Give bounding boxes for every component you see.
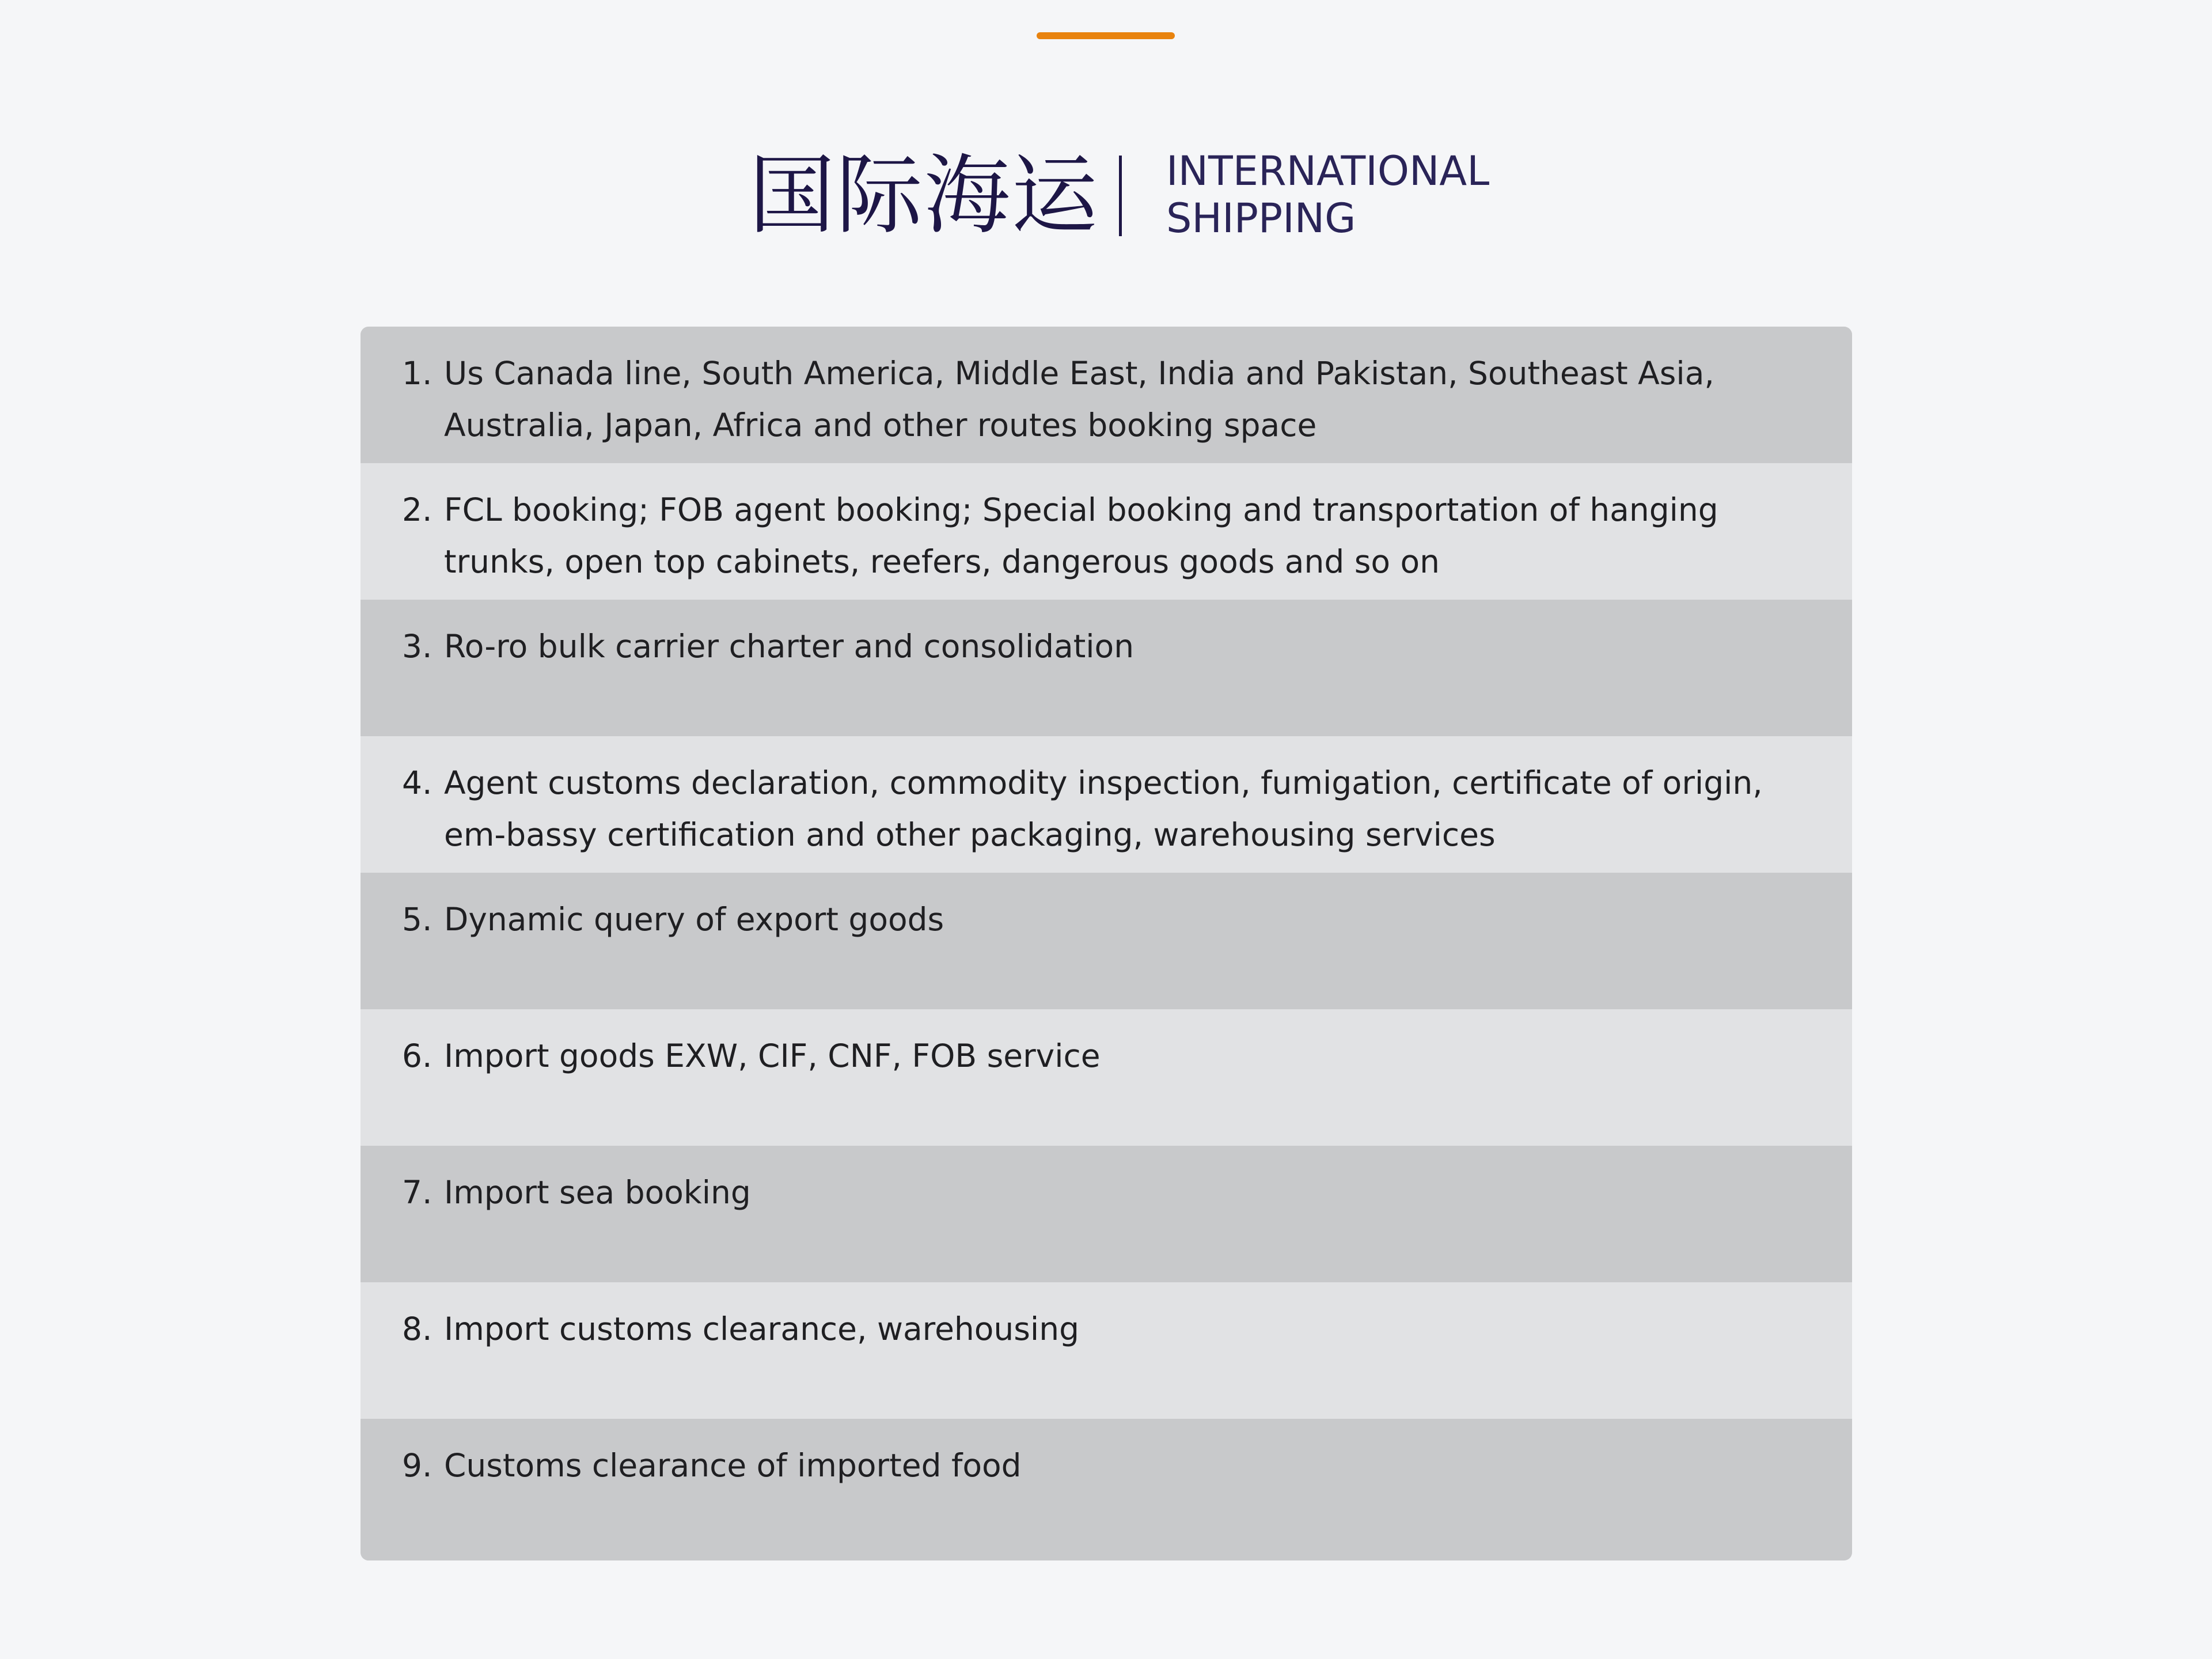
service-item <box>361 1282 1852 1419</box>
service-text: Import customs clearance, warehousing <box>444 1310 1079 1347</box>
service-text: Dynamic query of export goods <box>444 901 944 938</box>
service-number: 2. <box>402 491 432 528</box>
service-number: 9. <box>402 1447 432 1484</box>
service-item <box>361 736 1852 873</box>
service-number: 6. <box>402 1037 432 1074</box>
service-number: 4. <box>402 764 432 801</box>
accent-bar <box>1037 32 1175 39</box>
service-text: Import sea booking <box>444 1174 751 1211</box>
service-text: Agent customs declaration, commodity inspection, fumigation, certificate of origin, em-bassy certification and other packaging, warehousing services <box>444 764 1763 853</box>
title-divider <box>1119 156 1122 236</box>
service-text: Import goods EXW, CIF, CNF, FOB service <box>444 1037 1101 1074</box>
service-text: FCL booking; FOB agent booking; Special booking and transportation of hanging trunks, open top cabinets, reefers, dangerous goods and so on <box>444 491 1718 580</box>
service-number: 7. <box>402 1174 432 1211</box>
service-item <box>361 600 1852 736</box>
service-item <box>361 463 1852 600</box>
title-chinese: 国际海运 <box>749 146 1099 246</box>
service-item <box>361 873 1852 1009</box>
service-item <box>361 1419 1852 1560</box>
title-english-line1: INTERNATIONAL <box>1166 147 1490 195</box>
service-item <box>361 1009 1852 1146</box>
title-english <box>1166 147 1489 242</box>
service-number: 3. <box>402 628 432 665</box>
service-number: 1. <box>402 355 432 392</box>
section-header <box>749 144 1497 248</box>
service-text: Us Canada line, South America, Middle East, India and Pakistan, Southeast Asia, Australia, Japan, Africa and other routes booking space <box>444 355 1714 444</box>
service-text: Ro-ro bulk carrier charter and consolidation <box>444 628 1135 665</box>
service-number: 5. <box>402 901 432 938</box>
service-item <box>361 327 1852 463</box>
service-text: Customs clearance of imported food <box>444 1447 1022 1484</box>
services-list <box>361 327 1852 1560</box>
service-number: 8. <box>402 1310 432 1347</box>
service-item <box>361 1146 1852 1282</box>
title-english-line2: SHIPPING <box>1166 195 1356 242</box>
